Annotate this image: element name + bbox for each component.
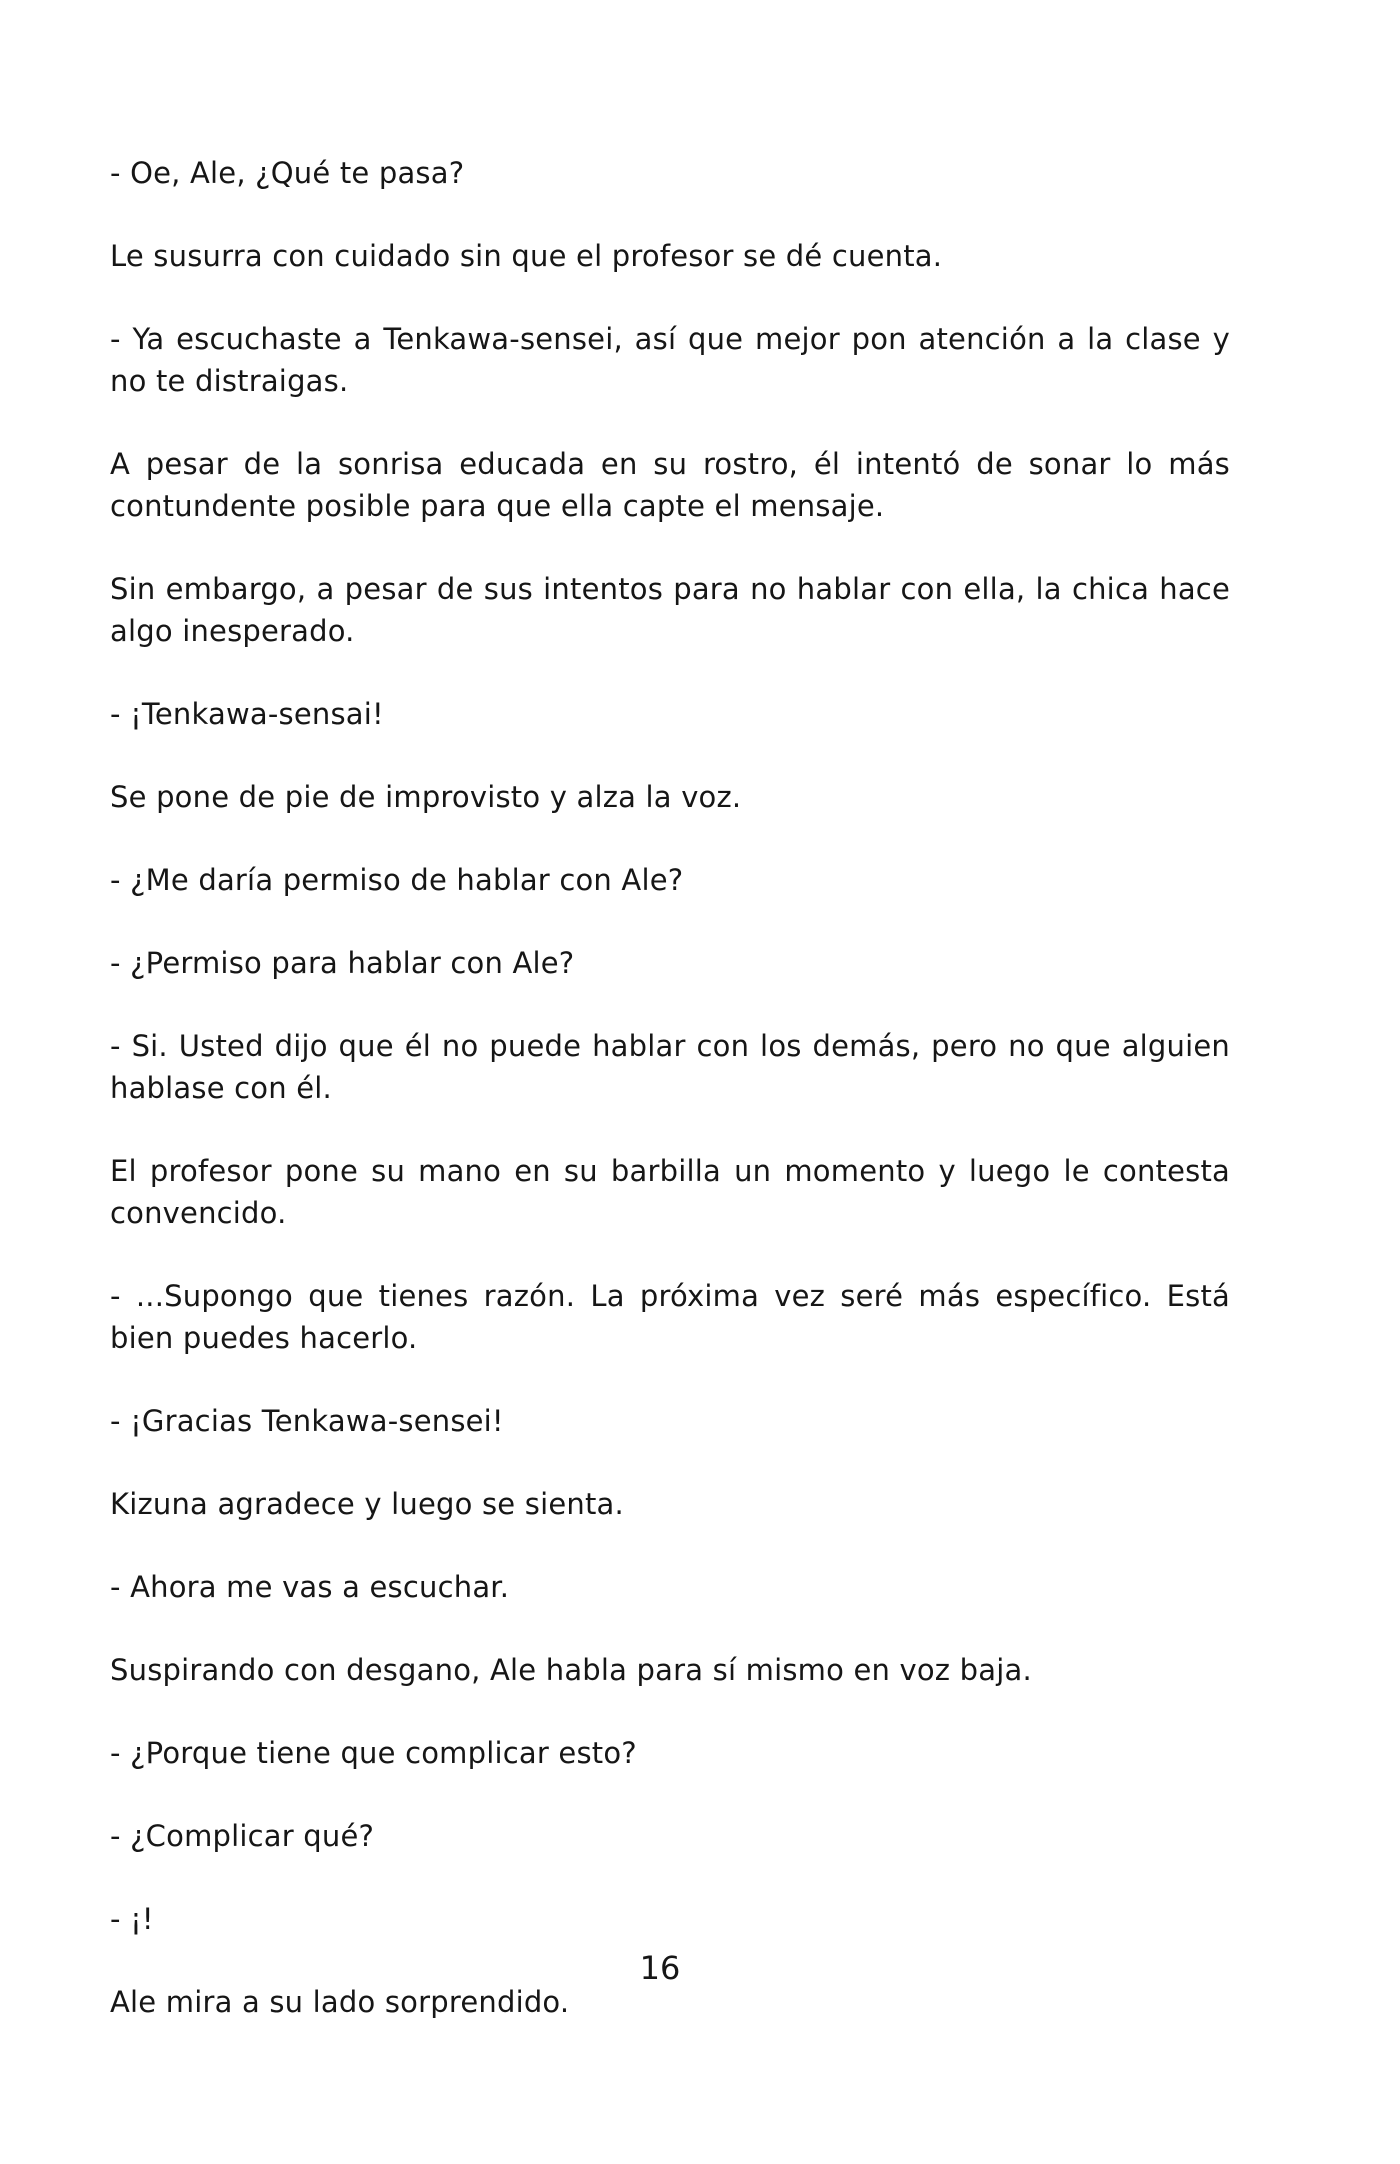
paragraph: Se pone de pie de improvisto y alza la voz. [110, 780, 742, 814]
paragraph: - ¡Gracias Tenkawa-sensei! [110, 1404, 504, 1438]
paragraph: El profesor pone su mano en su barbilla un momento y luego le contesta convencido. [110, 1154, 1230, 1230]
paragraph: - ¿Me daría permiso de hablar con Ale? [110, 863, 684, 897]
paragraph: Le susurra con cuidado sin que el profesor se dé cuenta. [110, 239, 943, 273]
paragraph: - ...Supongo que tienes razón. La próxima vez seré más específico. Está bien puedes hacerlo. [110, 1279, 1230, 1355]
paragraph: Sin embargo, a pesar de sus intentos para no hablar con ella, la chica hace algo inesperado. [110, 572, 1230, 648]
paragraph: - Ya escuchaste a Tenkawa-sensei, así que mejor pon atención a la clase y no te distraigas. [110, 322, 1230, 398]
page-body [110, 152, 1230, 2064]
paragraph: - Oe, Ale, ¿Qué te pasa? [110, 156, 465, 190]
page-number: 16 [639, 1949, 681, 1987]
paragraph: - ¿Permiso para hablar con Ale? [110, 946, 575, 980]
paragraph: - ¿Complicar qué? [110, 1819, 375, 1853]
paragraph: Suspirando con desgano, Ale habla para sí mismo en voz baja. [110, 1653, 1032, 1687]
paragraph: - ¿Porque tiene que complicar esto? [110, 1736, 637, 1770]
paragraph: - ¡Tenkawa-sensai! [110, 697, 384, 731]
paragraph: - Ahora me vas a escuchar. [110, 1570, 510, 1604]
paragraph: A pesar de la sonrisa educada en su rostro, él intentó de sonar lo más contundente posible para que ella capte el mensaje. [110, 447, 1230, 523]
paragraph: Kizuna agradece y luego se sienta. [110, 1487, 624, 1521]
paragraph: Ale mira a su lado sorprendido. [110, 1985, 570, 2019]
paragraph: - ¡! [110, 1902, 154, 1936]
paragraph: - Si. Usted dijo que él no puede hablar con los demás, pero no que alguien hablase con él. [110, 1029, 1230, 1105]
